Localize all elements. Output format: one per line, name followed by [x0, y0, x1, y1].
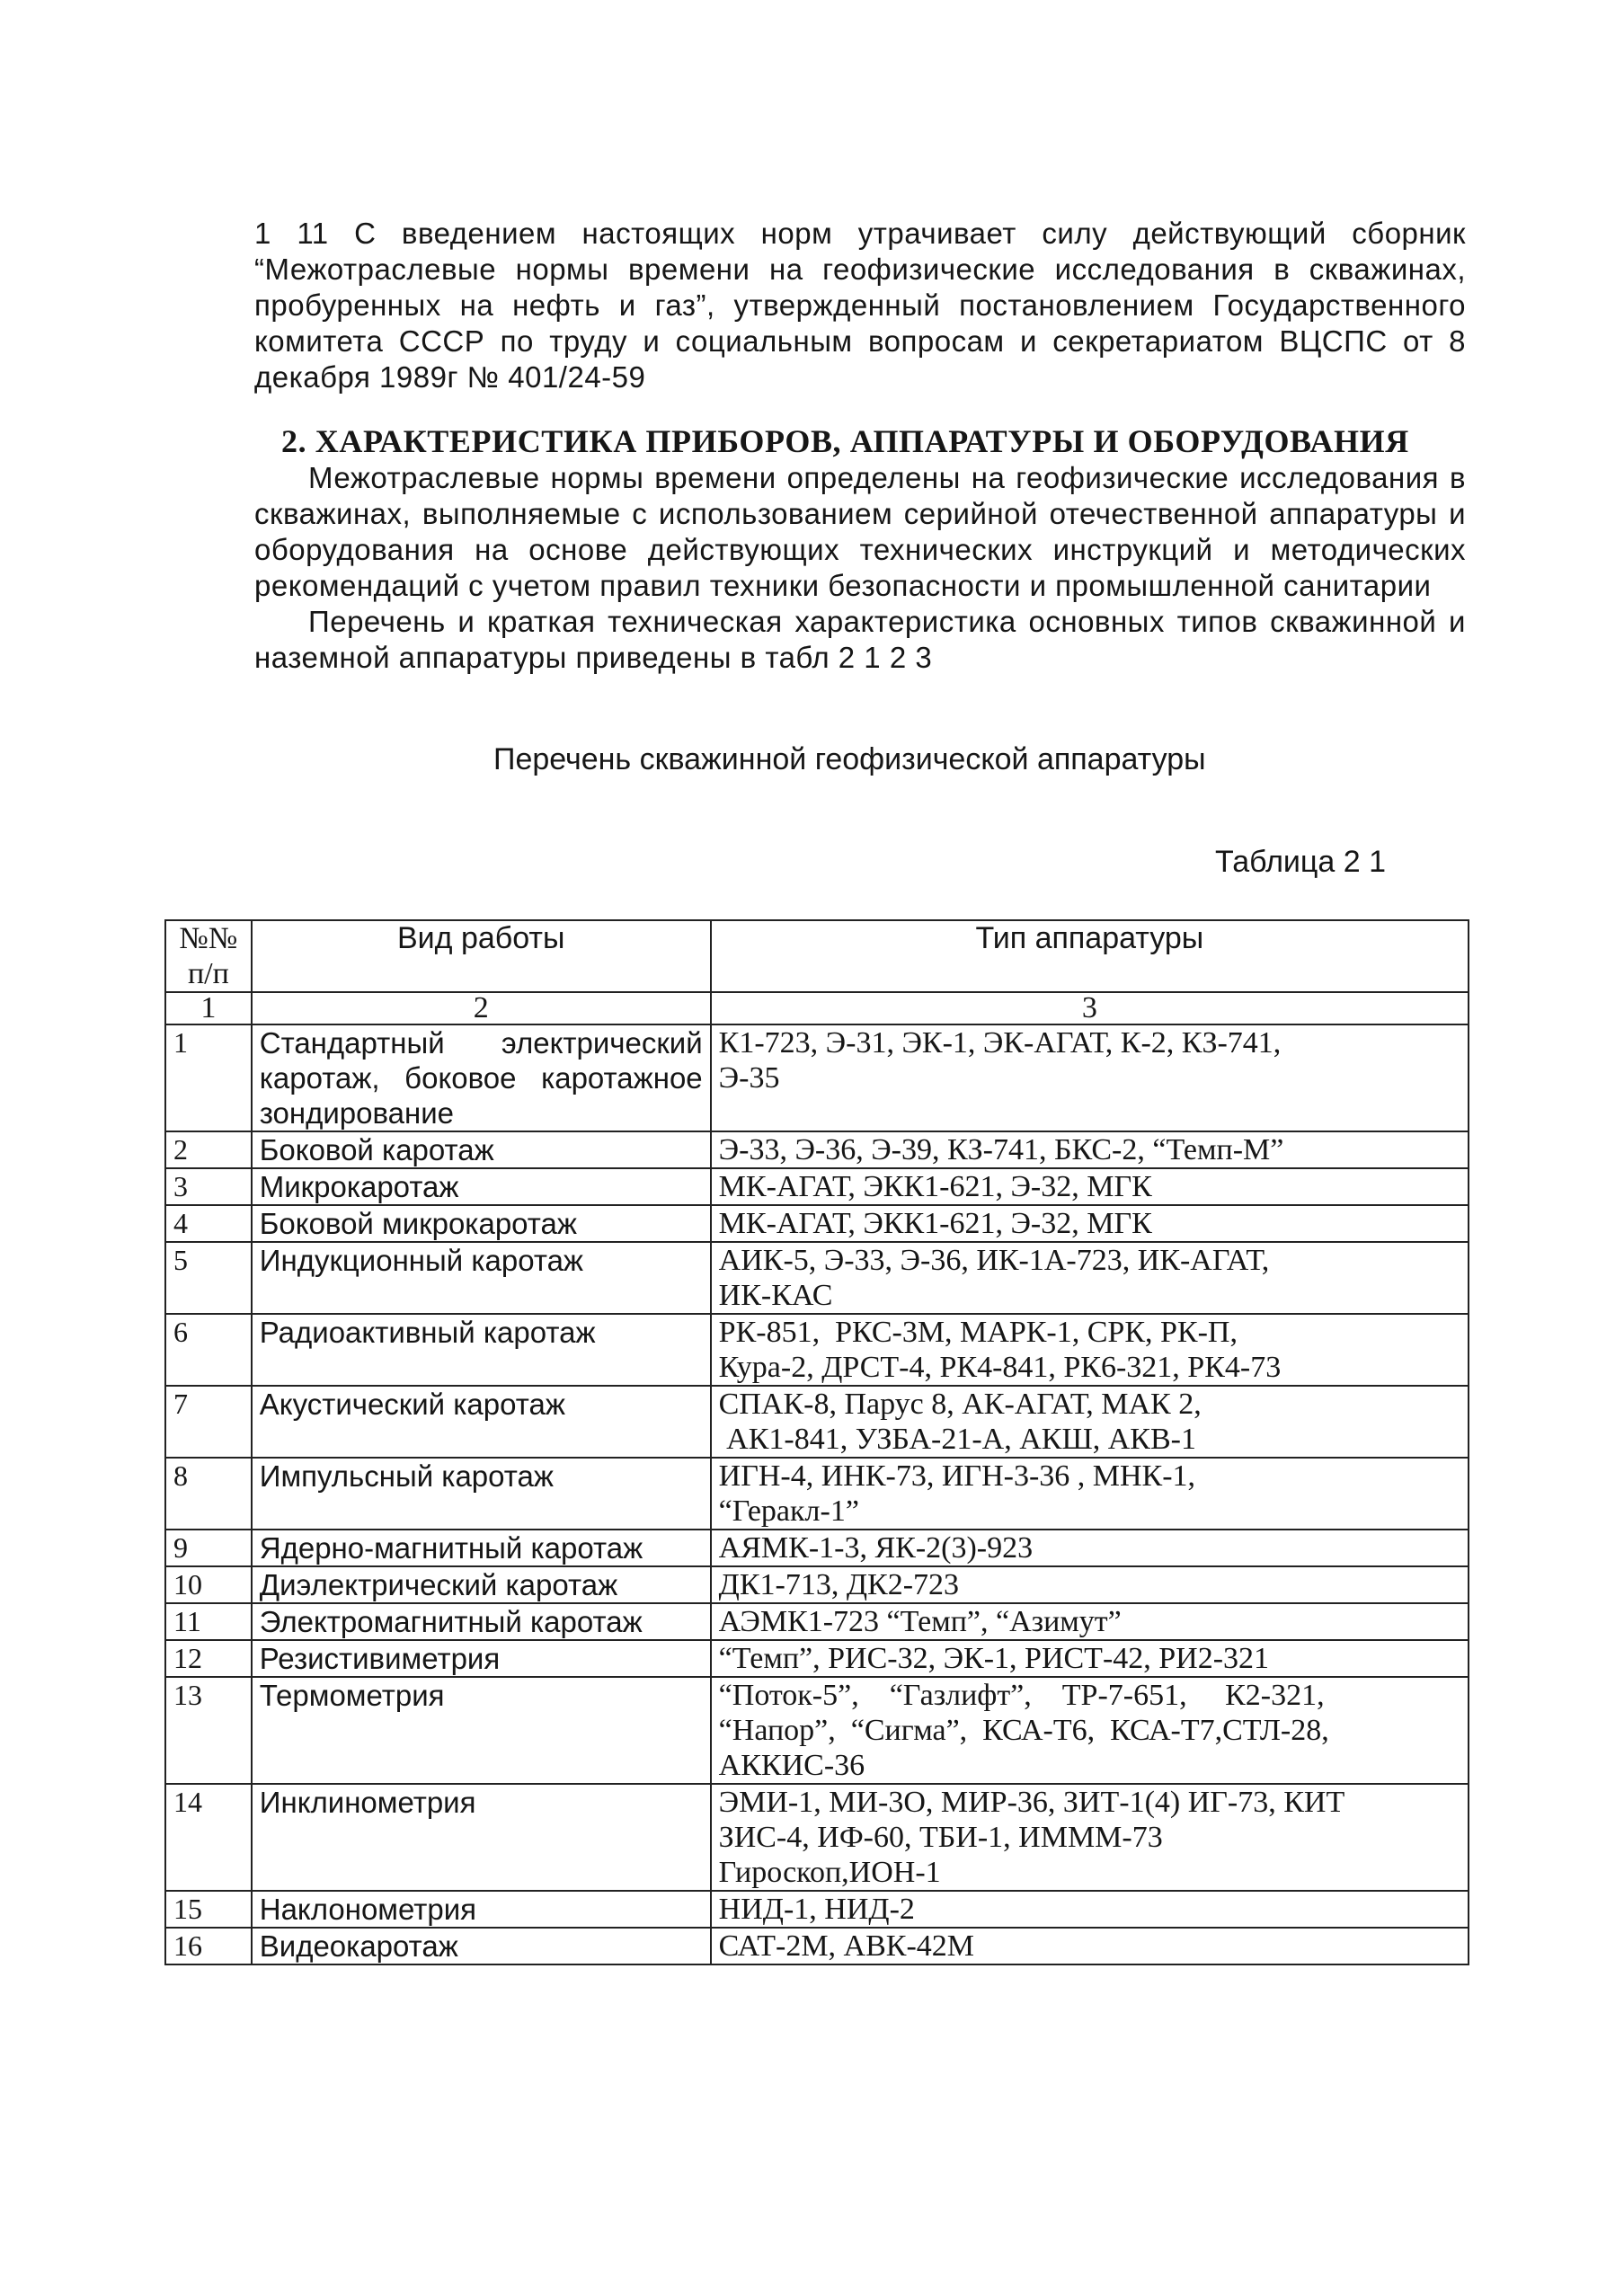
header-number: №№ п/п: [165, 920, 252, 992]
row-number: 1: [165, 1024, 252, 1131]
row-work-type: Акустический каротаж: [259, 1388, 565, 1421]
row-equipment-line: ЗИС-4, ИФ-60, ТБИ-1, ИМММ-73: [718, 1821, 1163, 1854]
row-work-type: Видеокаротаж: [259, 1929, 458, 1963]
row-equipment-line: ДК1-713, ДК2-723: [718, 1568, 960, 1601]
row-number: 4: [165, 1205, 252, 1242]
row-work-type-cell: [252, 1314, 711, 1386]
row-work-type: Радиоактивный каротаж: [259, 1316, 596, 1349]
column-index-1: 1: [165, 992, 252, 1024]
table-number: Таблица 2 1: [1215, 845, 1387, 879]
table-row: [165, 1566, 1469, 1603]
table-caption: Перечень скважинной геофизической аппаратуры: [493, 742, 1206, 776]
row-work-type: Резистивиметрия: [259, 1642, 501, 1675]
row-work-type: Электромагнитный каротаж: [259, 1605, 643, 1638]
row-work-type-cell: [252, 1603, 711, 1640]
section-heading: 2. ХАРАКТЕРИСТИКА ПРИБОРОВ, АППАРАТУРЫ И ОБОРУДОВАНИЯ: [281, 423, 1409, 459]
row-equipment-cell: [711, 1168, 1469, 1205]
row-equipment-line: СПАК-8, Парус 8, АК-АГАТ, МАК 2,: [718, 1388, 1202, 1421]
equipment-table: [164, 919, 1469, 1965]
row-work-type-cell: [252, 1677, 711, 1784]
row-equipment-line: ЭМИ-1, МИ-3О, МИР-36, ЗИТ-1(4) ИГ-73, КИТ: [718, 1786, 1345, 1819]
section-paragraph-1: Межотраслевые нормы времени определены на геофизические исследования в скважинах, выполняемые с использованием серийной отечественной аппаратуры и оборудования на основе действующих технических инструкций и методических рекомендаций с учетом правил техники безопасности и промышленной санитарии: [254, 461, 1466, 602]
row-equipment-cell: [711, 1891, 1469, 1928]
row-number: 6: [165, 1314, 252, 1386]
row-equipment-line: АИК-5, Э-33, Э-36, ИК-1А-723, ИК-АГАТ,: [718, 1244, 1270, 1277]
row-equipment-line: АК1-841, УЗБА-21-А, АКШ, АКВ-1: [718, 1423, 1196, 1456]
section-body: [254, 460, 1466, 676]
row-work-type: Боковой каротаж: [259, 1133, 494, 1166]
row-work-type-cell: [252, 1891, 711, 1928]
row-equipment-cell: [711, 1784, 1469, 1891]
row-equipment-line: “Поток-5”, “Газлифт”, ТР-7-651, К2-321,: [718, 1679, 1325, 1712]
column-index-3: 3: [711, 992, 1469, 1024]
row-equipment-line: ИГН-4, ИНК-73, ИГН-3-36 , МНК-1,: [718, 1459, 1196, 1493]
header-equipment-type: Тип аппаратуры: [711, 920, 1469, 992]
row-equipment-cell: [711, 1314, 1469, 1386]
row-number: 10: [165, 1566, 252, 1603]
table-row: [165, 1024, 1469, 1131]
row-equipment-cell: [711, 1205, 1469, 1242]
row-equipment-line: К1-723, Э-31, ЭК-1, ЭК-АГАТ, К-2, КЗ-741,: [718, 1026, 1282, 1060]
intro-paragraph-text: 1 11 С введением настоящих норм утрачивает силу действующий сборник “Межотраслевые нормы времени на геофизические исследования в скважинах, пробуренных на нефть и газ”, утвержденный постановлением Государственного комитета СССР по труду и социальным вопросам и секретариатом ВЦСПС от 8 декабря 1989г № 401/24-59: [254, 217, 1466, 394]
row-work-type: Термометрия: [259, 1679, 445, 1712]
row-equipment-cell: [711, 1603, 1469, 1640]
row-work-type: Наклонометрия: [259, 1893, 477, 1926]
row-equipment-line: Э-35: [718, 1061, 780, 1095]
row-work-type-cell: [252, 1386, 711, 1458]
column-index-2: 2: [252, 992, 711, 1024]
row-work-type-cell: [252, 1205, 711, 1242]
row-work-type: Боковой микрокаротаж: [259, 1207, 577, 1240]
row-equipment-cell: [711, 1566, 1469, 1603]
row-equipment-cell: [711, 1530, 1469, 1566]
table-row: [165, 1314, 1469, 1386]
row-number: 5: [165, 1242, 252, 1314]
row-work-type-cell: [252, 1024, 711, 1131]
row-work-type: Микрокаротаж: [259, 1170, 459, 1203]
row-number: 16: [165, 1928, 252, 1964]
row-work-type: Ядерно-магнитный каротаж: [259, 1531, 643, 1565]
row-equipment-line: РК-851, РКС-3М, МАРК-1, СРК, РК-П,: [718, 1316, 1238, 1349]
row-work-type-cell: [252, 1640, 711, 1677]
row-number: 9: [165, 1530, 252, 1566]
row-equipment-line: Э-33, Э-36, Э-39, КЗ-741, БКС-2, “Темп-М”: [718, 1133, 1284, 1166]
row-equipment-line: АККИС-36: [718, 1749, 865, 1782]
header-work-type: Вид работы: [252, 920, 711, 992]
table-row: [165, 1603, 1469, 1640]
row-equipment-line: “Темп”, РИС-32, ЭК-1, РИСТ-42, РИ2-321: [718, 1642, 1270, 1675]
row-work-type: Диэлектрический каротаж: [259, 1568, 618, 1601]
row-equipment-cell: [711, 1386, 1469, 1458]
row-work-type-cell: [252, 1784, 711, 1891]
row-work-type-cell: [252, 1131, 711, 1168]
row-equipment-cell: [711, 1928, 1469, 1964]
row-work-type-cell: [252, 1530, 711, 1566]
row-equipment-cell: [711, 1458, 1469, 1530]
row-number: 11: [165, 1603, 252, 1640]
row-equipment-line: Кура-2, ДРСТ-4, РК4-841, РК6-321, РК4-73: [718, 1351, 1282, 1384]
row-equipment-cell: [711, 1242, 1469, 1314]
table-row: [165, 1784, 1469, 1891]
table-row: [165, 1928, 1469, 1964]
row-number: 2: [165, 1131, 252, 1168]
row-equipment-line: АЭМК1-723 “Темп”, “Азимут”: [718, 1605, 1122, 1638]
table-row: [165, 1386, 1469, 1458]
row-equipment-line: НИД-1, НИД-2: [718, 1893, 915, 1926]
row-equipment-cell: [711, 1131, 1469, 1168]
table-row: [165, 1530, 1469, 1566]
row-equipment-line: АЯМК-1-3, ЯК-2(3)-923: [718, 1531, 1034, 1565]
row-equipment-line: “Напор”, “Сигма”, КСА-Т6, КСА-Т7,СТЛ-28,: [718, 1714, 1329, 1747]
row-equipment-cell: [711, 1640, 1469, 1677]
table-row: [165, 1242, 1469, 1314]
row-work-type-cell: [252, 1242, 711, 1314]
row-equipment-line: ИК-КАС: [718, 1279, 833, 1312]
table-row: [165, 1458, 1469, 1530]
table-row: [165, 1891, 1469, 1928]
row-number: 7: [165, 1386, 252, 1458]
row-equipment-cell: [711, 1024, 1469, 1131]
row-work-type: Индукционный каротаж: [259, 1244, 584, 1277]
row-work-type-cell: [252, 1458, 711, 1530]
row-work-type-cell: [252, 1566, 711, 1603]
table-header-row: [165, 920, 1469, 992]
row-work-type: Стандартный электрический каротаж, боковое каротажное зондирование: [259, 1026, 703, 1130]
row-work-type-cell: [252, 1928, 711, 1964]
row-work-type-cell: [252, 1168, 711, 1205]
table-column-index-row: [165, 992, 1469, 1024]
section-paragraph-2: Перечень и краткая техническая характеристика основных типов скважинной и наземной аппаратуры приведены в табл 2 1 2 3: [254, 605, 1466, 674]
intro-paragraph: [254, 216, 1466, 395]
row-equipment-line: САТ-2М, АВК-42М: [718, 1929, 975, 1963]
table-row: [165, 1677, 1469, 1784]
row-equipment-line: “Геракл-1”: [718, 1494, 859, 1528]
row-number: 13: [165, 1677, 252, 1784]
row-number: 14: [165, 1784, 252, 1891]
row-equipment-line: МК-АГАТ, ЭКК1-621, Э-32, МГК: [718, 1170, 1152, 1203]
row-equipment-line: Гироскоп,ИОН-1: [718, 1856, 941, 1889]
table-row: [165, 1131, 1469, 1168]
table-row: [165, 1205, 1469, 1242]
row-number: 3: [165, 1168, 252, 1205]
row-number: 15: [165, 1891, 252, 1928]
table-row: [165, 1640, 1469, 1677]
row-number: 8: [165, 1458, 252, 1530]
row-work-type: Импульсный каротаж: [259, 1459, 554, 1493]
table-row: [165, 1168, 1469, 1205]
row-equipment-cell: [711, 1677, 1469, 1784]
row-work-type: Инклинометрия: [259, 1786, 476, 1819]
row-number: 12: [165, 1640, 252, 1677]
row-equipment-line: МК-АГАТ, ЭКК1-621, Э-32, МГК: [718, 1207, 1152, 1240]
